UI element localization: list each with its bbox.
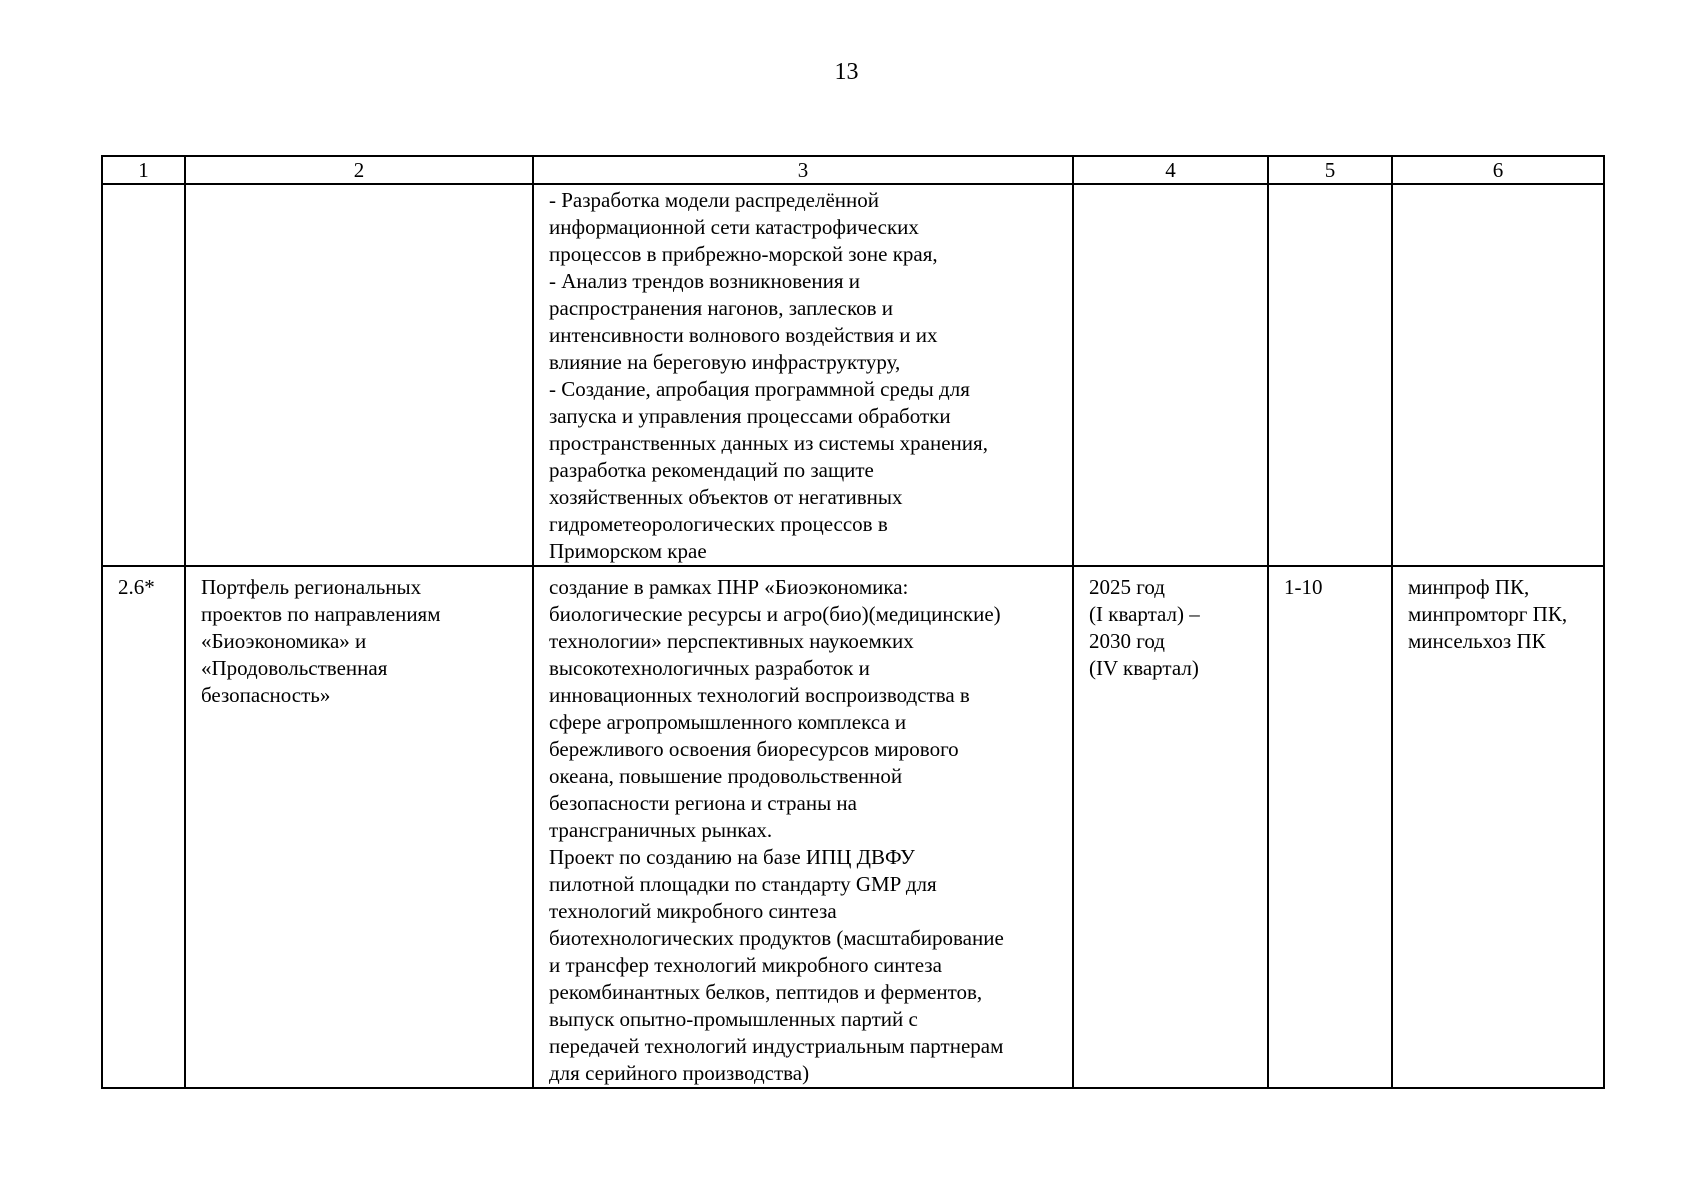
column-number-4: 4 — [1073, 156, 1268, 184]
text-line: выпуск опытно-промышленных партий с — [549, 1007, 918, 1031]
column-number-3: 3 — [533, 156, 1073, 184]
table-row-2-6 — [102, 566, 1604, 1088]
text-line: океана, повышение продовольственной — [549, 764, 903, 788]
text-line: интенсивности волнового воздействия и их — [549, 323, 938, 347]
row-name-cell — [185, 184, 533, 566]
text-line: безопасность» — [201, 683, 331, 707]
text-line: «Продовольственная — [201, 656, 388, 680]
text-line: гидрометеорологических процессов в — [549, 512, 888, 536]
plan-table — [101, 155, 1605, 1089]
text-line: биотехнологических продуктов (масштабирование — [549, 926, 1004, 950]
text-line: сфере агропромышленного комплекса и — [549, 710, 907, 734]
page-number: 13 — [834, 59, 859, 85]
text-line: минпромторг ПК, — [1408, 602, 1568, 626]
row-number: 2.6* — [118, 575, 155, 599]
text-line: 2030 год — [1089, 629, 1165, 653]
row-content-cell — [533, 184, 1073, 566]
column-number-5: 5 — [1268, 156, 1392, 184]
text-line: (IV квартал) — [1089, 656, 1199, 680]
text-line: «Биоэкономика» и — [201, 629, 367, 653]
text-line: передачей технологий индустриальным партнерам — [549, 1034, 1004, 1058]
row-name-cell — [185, 566, 533, 1088]
row-executors-cell — [1392, 566, 1604, 1088]
text-line: 2025 год — [1089, 575, 1165, 599]
row-executors-cell — [1392, 184, 1604, 566]
text-line: трансграничных рынках. — [549, 818, 773, 842]
text-line: высокотехнологичных разработок и — [549, 656, 870, 680]
text-line: рекомбинантных белков, пептидов и ферментов, — [549, 980, 983, 1004]
text-line: инновационных технологий воспроизводства в — [549, 683, 970, 707]
row-number-cell — [102, 566, 185, 1088]
text-line: биологические ресурсы и агро(био)(медицинские) — [549, 602, 1001, 626]
text-line: Проект по созданию на базе ИПЦ ДВФУ — [549, 845, 915, 869]
text-line: распространения нагонов, заплесков и — [549, 296, 893, 320]
row-period-cell — [1073, 184, 1268, 566]
text-line: безопасности региона и страны на — [549, 791, 857, 815]
table-header-row — [102, 156, 1604, 184]
row-indicators-cell — [1268, 184, 1392, 566]
column-number-6: 6 — [1392, 156, 1604, 184]
text-line: технологий микробного синтеза — [549, 899, 837, 923]
text-line: проектов по направлениям — [201, 602, 441, 626]
text-line: разработка рекомендаций по защите — [549, 458, 874, 482]
column-number-1: 1 — [102, 156, 185, 184]
row-indicators: 1-10 — [1284, 575, 1323, 599]
text-line: хозяйственных объектов от негативных — [549, 485, 903, 509]
text-line: технологии» перспективных наукоемких — [549, 629, 914, 653]
text-line: информационной сети катастрофических — [549, 215, 919, 239]
text-line: процессов в прибрежно-морской зоне края, — [549, 242, 938, 266]
text-line: - Анализ трендов возникновения и — [549, 269, 860, 293]
text-line: запуска и управления процессами обработки — [549, 404, 951, 428]
text-line: пилотной площадки по стандарту GMP для — [549, 872, 937, 896]
text-line: бережливого освоения биоресурсов мирового — [549, 737, 959, 761]
column-number-2: 2 — [185, 156, 533, 184]
table-row-continued — [102, 184, 1604, 566]
text-line: минсельхоз ПК — [1408, 629, 1546, 653]
text-line: пространственных данных из системы хранения, — [549, 431, 988, 455]
text-line: для серийного производства) — [549, 1061, 810, 1085]
row-number-cell — [102, 184, 185, 566]
text-line: и трансфер технологий микробного синтеза — [549, 953, 942, 977]
row-content-cell — [533, 566, 1073, 1088]
row-period-cell — [1073, 566, 1268, 1088]
text-line: (I квартал) – — [1089, 602, 1200, 626]
text-line: создание в рамках ПНР «Биоэкономика: — [549, 575, 909, 599]
text-line: минпроф ПК, — [1408, 575, 1530, 599]
text-line: Приморском крае — [549, 539, 707, 563]
text-line: влияние на береговую инфраструктуру, — [549, 350, 901, 374]
row-indicators-cell — [1268, 566, 1392, 1088]
text-line: Портфель региональных — [201, 575, 422, 599]
text-line: - Создание, апробация программной среды для — [549, 377, 970, 401]
text-line: - Разработка модели распределённой — [549, 188, 880, 212]
